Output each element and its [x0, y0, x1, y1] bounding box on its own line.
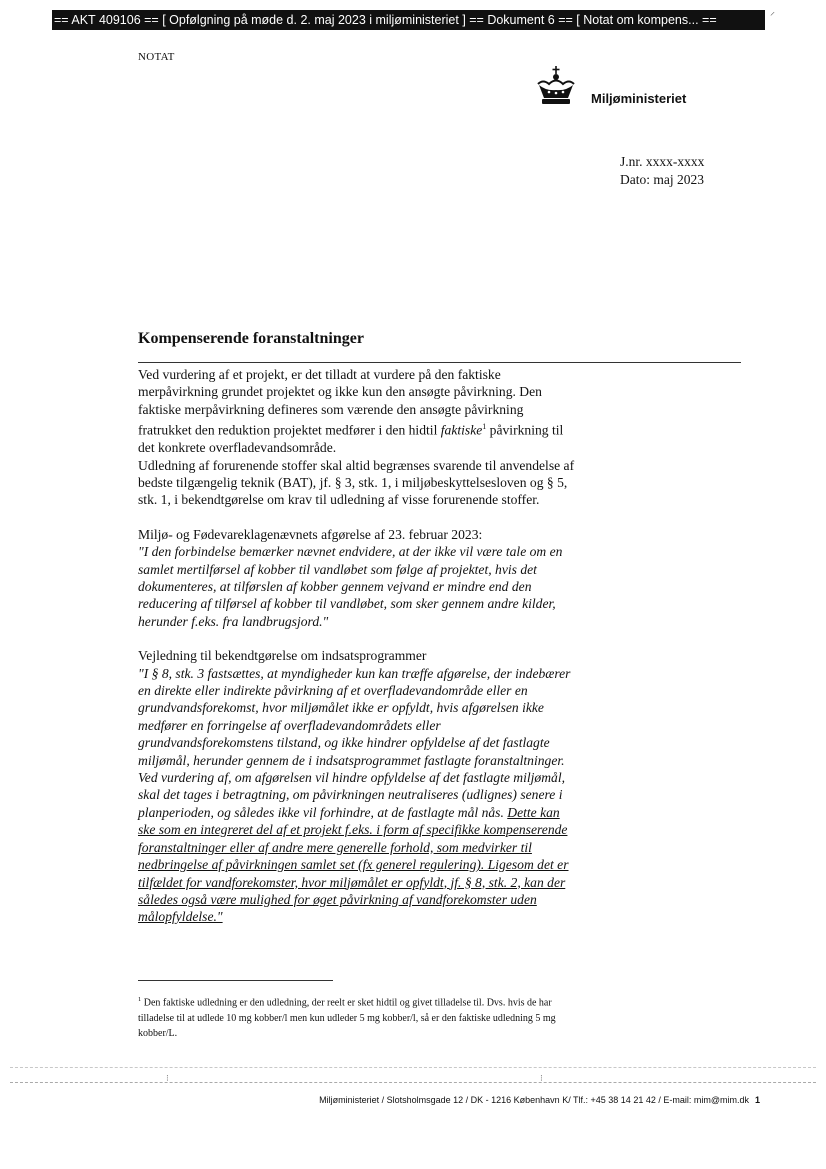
footnote — [138, 992, 578, 1042]
footer-address: Miljøministeriet / Slotsholmsgade 12 / DK - 1216 København K/ Tlf.: +45 38 14 21 42 / E-mail: mim@mim.dk — [319, 1095, 749, 1105]
quote1-intro: Miljø- og Fødevareklagenævnets afgørelse af 23. februar 2023: — [138, 526, 483, 542]
paragraph-bat: Udledning af forurenende stoffer skal altid begrænses svarende til anvendelse af bedste tilgængelig teknik (BAT), jf. § 3, stk. 1, i miljøbeskyttelsesloven og § 5, stk. 1, i bekendtgørelse om krav til udledning af visse forurenende stoffer. — [138, 457, 575, 508]
scan-line-top — [10, 1067, 816, 1068]
quote2-intro: Vejledning til bekendtgørelse om indsatsprogrammer — [138, 648, 427, 664]
page-title: Kompenserende foranstaltninger — [138, 330, 364, 347]
footnote-divider — [138, 980, 333, 981]
scan-mark-left: ⁝ — [166, 1073, 169, 1083]
page-number: 1 — [754, 1095, 760, 1105]
page-footer — [290, 1095, 760, 1105]
quote2-plain: "I § 8, stk. 3 fastsættes, at myndigheder kun kan træffe afgørelse, der indebærer en direkte eller indirekte påvirkning af et overfladevandområde eller en grundvandsforekomst, hvor miljømålet ikke er opfyldt, hvis afgørelsen ikke medfører en forringelse af overfladevandområdets eller grundvandsforekomstens tilstand, og ikke hindrer opfyldelse af det fastlagte miljømål, herunder gennem de i indsatsprogrammet fastlagte foranstaltninger. Ved vurdering af, om afgørelsen vil hindre opfyldelse af det fastlagte miljømål, skal det tages i betragtning, om påvirkningen neutraliseres (udlignes) senere i planperioden, og således ikke vil forhindre, at de fastlagte mål nås. — [138, 665, 571, 820]
journal-number: J.nr. xxxx-xxxx — [620, 154, 705, 169]
quote2-underlined: Dette kan ske som en integreret del af et projekt f.eks. i form af specifikke kompenserende foranstaltninger eller af andre mere generelle forhold, som medvirker til nedbringelse af påvirkningen samlet set (fx generel regulering). Ligesom det er tilfældet for vandforekomster, hvor miljømålet er opfyldt, jf. § 8, stk. 2, kan der således også være mulighed for øget påvirkning af vandforekomster uden målopfyldelse." — [138, 804, 569, 925]
footnote-text: Den faktiske udledning er den udledning, der reelt er sket hidtil og givet tilladelse til. Dvs. hvis de har tilladelse til at udlede 10 mg kobber/l men kun udleder 5 mg kobber/l, så er den faktiske udledning 5 mg kobber/L. — [138, 997, 556, 1040]
scan-line-bottom — [10, 1082, 816, 1083]
title-divider — [138, 362, 741, 363]
document-body — [138, 366, 578, 926]
document-meta — [620, 153, 704, 189]
document-banner: == AKT 409106 == [ Opfølgning på møde d. 2. maj 2023 i miljøministeriet ] == Dokument 6 == [ Notat om kompens... == — [52, 10, 765, 30]
corner-mark: ⸍ — [770, 11, 775, 22]
paragraph-text-end: påvirkning til det konkrete overfladevandsområde. — [138, 422, 564, 456]
quote1-text: "I den forbindelse bemærker nævnet endvidere, at der ikke vil være tale om en samlet mertilførsel af kobber til vandløbet som følge af projektet, hvis det dokumenteres, at tilførslen af kobber gennem vejvand er mindre end den reducering af tilførsel af kobber til vandløbet, som sker gennem andre kilder, herunder f.eks. fra landbrugsjord." — [138, 544, 563, 629]
crown-logo-icon — [530, 66, 582, 113]
footnote-number: 1 — [138, 996, 142, 1003]
paragraph-faktisk-merpaavirkning — [138, 366, 578, 457]
paragraph-text: Ved vurdering af et projekt, er det tilladt at vurdere på den faktiske merpåvirkning grundet projektet og ikke kun den ansøgte påvirkning. Den faktiske merpåvirkning defineres som værende den ansøgte påvirkning fratrukket den reduktion projektet medfører i den hidtil — [138, 367, 542, 438]
footnote-reference: 1 — [482, 422, 487, 432]
scan-mark-right: ⁝ — [540, 1073, 543, 1083]
document-type-label: NOTAT — [138, 51, 175, 63]
document-date: Dato: maj 2023 — [620, 172, 704, 187]
emphasis-faktiske: faktiske — [440, 422, 483, 438]
quote2-text — [138, 665, 578, 926]
ministry-logo-text: Miljøministeriet — [591, 91, 687, 106]
